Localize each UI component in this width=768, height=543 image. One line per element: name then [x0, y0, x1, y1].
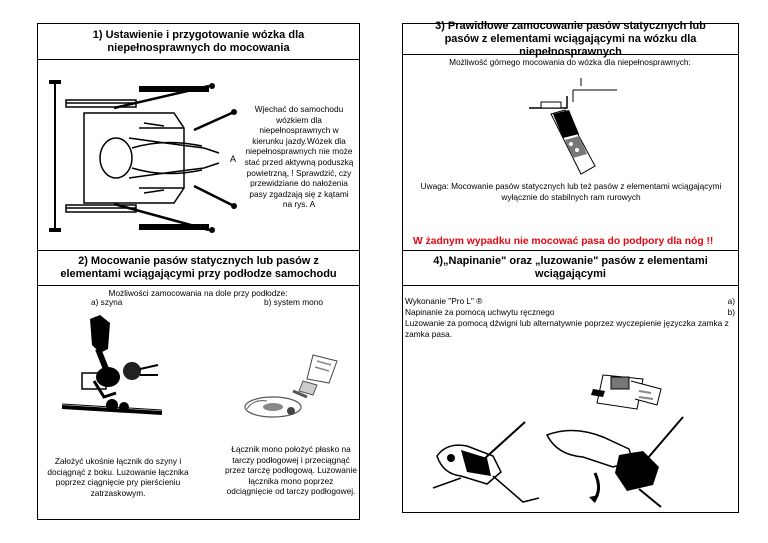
figure-a-label: A — [230, 154, 237, 164]
rail-instructions: Założyć ukośnie łącznik do szyny i dociągnąć z boku. Luzowanie łącznika poprzez ciągnięcie pry pierścieniu zatrzaskowym. — [47, 456, 189, 498]
panel-floor-anchoring — [37, 250, 360, 520]
mono-system-figure — [233, 351, 353, 427]
buckle-release-figure — [591, 369, 666, 411]
floor-options-intro: Możliwości zamocowania na dole przy podłodze: — [108, 288, 288, 298]
release-lever-text: Luzowanie za pomocą dźwigni lub alternatywnie poprzez wyczepienie języczka zamka z zamka pasa. — [405, 318, 729, 339]
wheelchair-top-view-figure — [44, 68, 244, 250]
option-b-mono: b) system mono — [264, 297, 324, 307]
lever-release-figure — [543, 411, 693, 511]
stable-frame-note: Uwaga: Mocowanie pasów statycznych lub też pasów z elementami wciągającymi wyłącznie do stabilnych ram rurowych — [420, 181, 722, 202]
marker-b: b) — [727, 307, 735, 317]
footrest-warning: W żadnym wypadku nie mocować pasa do podpory dla nóg !! — [413, 236, 714, 247]
panel-wheelchair-frame-mounting — [402, 19, 739, 251]
panel-1-title: 1) Ustawienie i przygotowanie wózka dla niepełnosprawnych do mocowania — [38, 24, 359, 60]
panel-wheelchair-positioning — [37, 23, 360, 251]
panel-4-title: 4)„Napinanie" oraz „luzowanie" pasów z elementami wciągającymi — [403, 251, 738, 286]
pro-l-version: Wykonanie "Pro L" ® — [405, 296, 483, 306]
handle-tensioning-figure — [431, 416, 541, 512]
panel-tensioning-release — [402, 250, 739, 513]
mono-instructions: Łącznik mono położyć płasko na tarczy podłogowej i przeciągnąć przez tarczę podłogową. Luzowanie łącznika mono poprzez odciągnięcie od tarczy podłogowej. — [225, 444, 357, 497]
marker-a: a) — [727, 296, 735, 306]
frame-mounting-figure — [521, 74, 617, 184]
option-a-rail: a) szyna — [91, 297, 123, 307]
panel-1-instructions: Wjechać do samochodu wózkiem dla niepełnosprawnych w kierunku jazdy.Wózek dla niepełnosprawnych nie może stać przed aktywną poduszką powietrzną, ! Sprawdzić, czy przewidziane do nałożenia pasy zgadzają się z kątami na rys. A — [244, 104, 354, 210]
tension-handle-text: Napinanie za pomocą uchwytu ręcznego — [405, 307, 555, 317]
panel-3-title: 3) Prawidłowe zamocowanie pasów statycznych lub pasów z elementami wciągającymi na wózku dla niepełnosprawnych — [403, 24, 738, 55]
panel-2-title: 2) Mocowanie pasów statycznych lub pasów z elementami wciągającymi przy podłodze samochodu — [38, 251, 359, 286]
rail-connector-figure — [54, 309, 169, 424]
upper-mount-intro: Możliwość górnego mocowania do wózka dla niepełnosprawnych: — [449, 57, 691, 67]
